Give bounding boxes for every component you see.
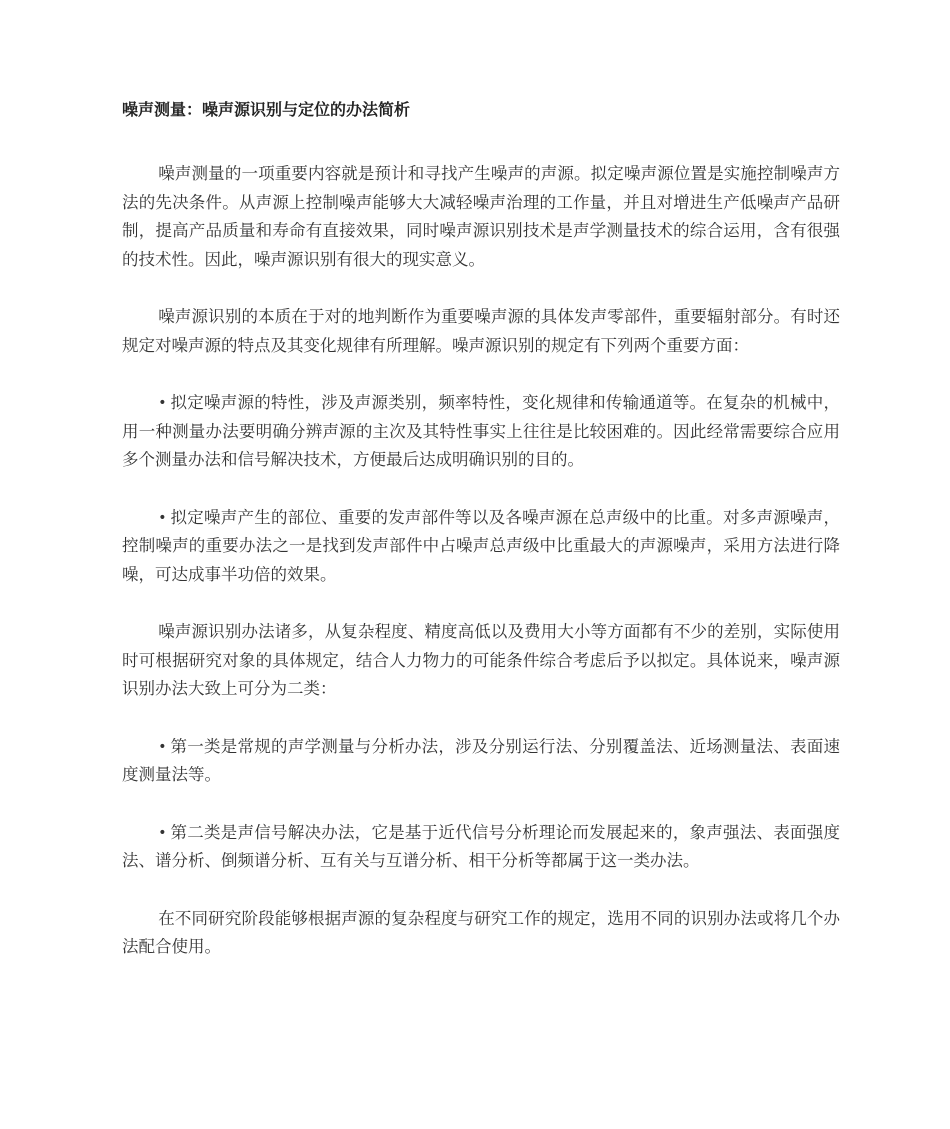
bullet-icon: • [158,509,167,526]
bullet-text: 拟定噪声源的特性，涉及声源类别，频率特性，变化规律和传输通道等。在复杂的机械中，用一种测量办法要明确分辨声源的主次及其特性事实上往往是比较困难的。因此经常需要综合应用多个测量办法和信号解决技术，方便最后达成明确识别的目的。 [122,393,840,469]
bullet-icon: • [158,738,167,755]
bullet-item-second-class [122,819,840,876]
paragraph-conclusion: 在不同研究阶段能够根据声源的复杂程度与研究工作的规定，选用不同的识别办法或将几个办法配合使用。 [122,908,840,956]
bullet-item-first-class [122,733,840,790]
document-page [122,98,840,991]
bullet-text: 第一类是常规的声学测量与分析办法，涉及分别运行法、分别覆盖法、近场测量法、表面速度测量法等。 [122,736,840,784]
bullet-text: 拟定噪声产生的部位、重要的发声部件等以及各噪声源在总声级中的比重。对多声源噪声，控制噪声的重要办法之一是找到发声部件中占噪声总声级中比重最大的声源噪声，采用方法进行降噪，可达成事半功倍的效果。 [122,507,840,584]
bullet-item-characteristics [122,389,840,475]
paragraph-essence: 噪声源识别的本质在于对的地判断作为重要噪声源的具体发声零部件，重要辐射部分。有时还规定对噪声源的特点及其变化规律有所理解。噪声源识别的规定有下列两个重要方面： [122,307,840,355]
bullet-text: 第二类是声信号解决办法，它是基于近代信号分析理论而发展起来的，象声强法、表面强度法、谱分析、倒频谱分析、互有关与互谱分析、相干分析等都属于这一类办法。 [122,822,840,870]
bullet-icon: • [158,824,167,841]
paragraph-intro: 噪声测量的一项重要内容就是预计和寻找产生噪声的声源。拟定噪声源位置是实施控制噪声方法的先决条件。从声源上控制噪声能够大大减轻噪声治理的工作量，并且对增进生产低噪声产品研制，提高产品质量和寿命有直接效果，同时噪声源识别技术是声学测量技术的综合运用，含有很强的技术性。因此，噪声源识别有很大的现实意义。 [122,164,840,269]
bullet-icon: • [158,395,167,411]
paragraph-methods: 噪声源识别办法诸多，从复杂程度、精度高低以及费用大小等方面都有不少的差别，实际使用时可根据研究对象的具体规定，结合人力物力的可能条件综合考虑后予以拟定。具体说来，噪声源识别办法大致上可分为二类： [122,622,840,698]
document-title: 噪声测量：噪声源识别与定位的办法简析 [122,100,411,119]
bullet-item-location [122,504,840,590]
